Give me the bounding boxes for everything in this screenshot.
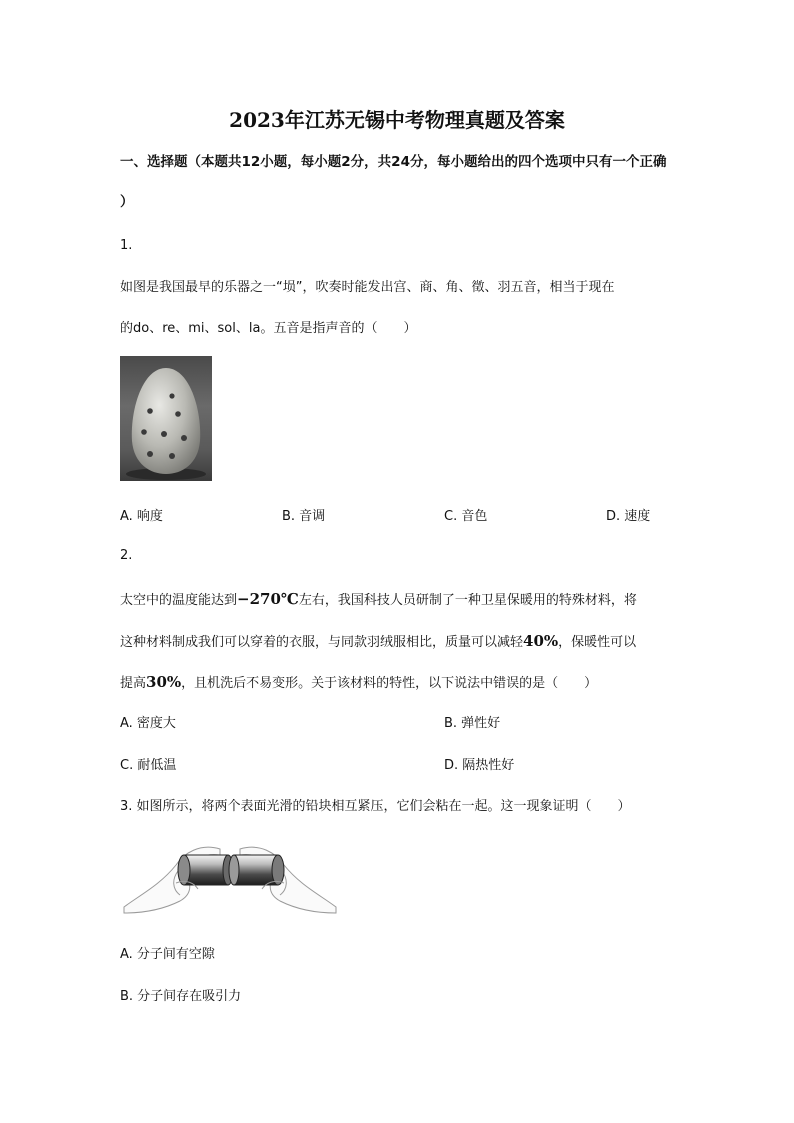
q3-option-b: B. 分子间存在吸引力 (120, 989, 242, 1004)
q3-option-a: A. 分子间有空隙 (120, 947, 215, 962)
q2-line2 (120, 631, 636, 650)
q2-line1-a: 太空中的温度能达到 (120, 593, 238, 608)
q1-option-b: B. 音调 (282, 509, 326, 524)
q2-number: 2. (120, 548, 133, 563)
q2-option-c: C. 耐低温 (120, 758, 177, 773)
q3-text: 3. 如图所示，将两个表面光滑的铅块相互紧压，它们会粘在一起。这一现象证明（ ） (120, 799, 631, 814)
q1-option-d: D. 速度 (606, 509, 651, 524)
page-title: 2023年江苏无锡中考物理真题及答案 (229, 108, 565, 132)
q2-line1 (120, 589, 637, 608)
q2-line3-a: 提高 (120, 676, 147, 691)
q1-text-line2: 的do、re、mi、sol、la。五音是指声音的（ ） (120, 321, 417, 336)
xun-instrument-image (120, 356, 212, 481)
q2-percent-1: 40% (523, 632, 559, 650)
q1-number: 1. (120, 238, 133, 253)
q2-percent-2: 30% (146, 673, 182, 691)
section-heading-end: ） (120, 194, 134, 210)
q2-line3-b: ，且机洗后不易变形。关于该材料的特性，以下说法中错误的是（ ） (181, 676, 598, 691)
section-heading: 一、选择题（本题共12小题，每小题2分，共24分，每小题给出的四个选项中只有一个正确 (120, 154, 667, 170)
q1-option-a: A. 响度 (120, 509, 163, 524)
q2-option-a: A. 密度大 (120, 716, 176, 731)
q2-option-b: B. 弹性好 (444, 716, 501, 731)
q2-option-d: D. 隔热性好 (444, 758, 515, 773)
q2-line2-b: ，保暖性可以 (558, 635, 637, 650)
q2-temperature: −270℃ (237, 590, 299, 608)
q2-line1-b: 左右，我国科技人员研制了一种卫星保暖用的特殊材料，将 (298, 593, 637, 608)
q1-text-line1: 如图是我国最早的乐器之一“埙”，吹奏时能发出宫、商、角、徵、羽五音，相当于现在 (120, 280, 615, 295)
lead-blocks-figure (120, 835, 340, 915)
q1-option-c: C. 音色 (444, 509, 488, 524)
q2-line2-a: 这种材料制成我们可以穿着的衣服，与同款羽绒服相比，质量可以减轻 (120, 635, 524, 650)
q2-line3 (120, 672, 597, 691)
